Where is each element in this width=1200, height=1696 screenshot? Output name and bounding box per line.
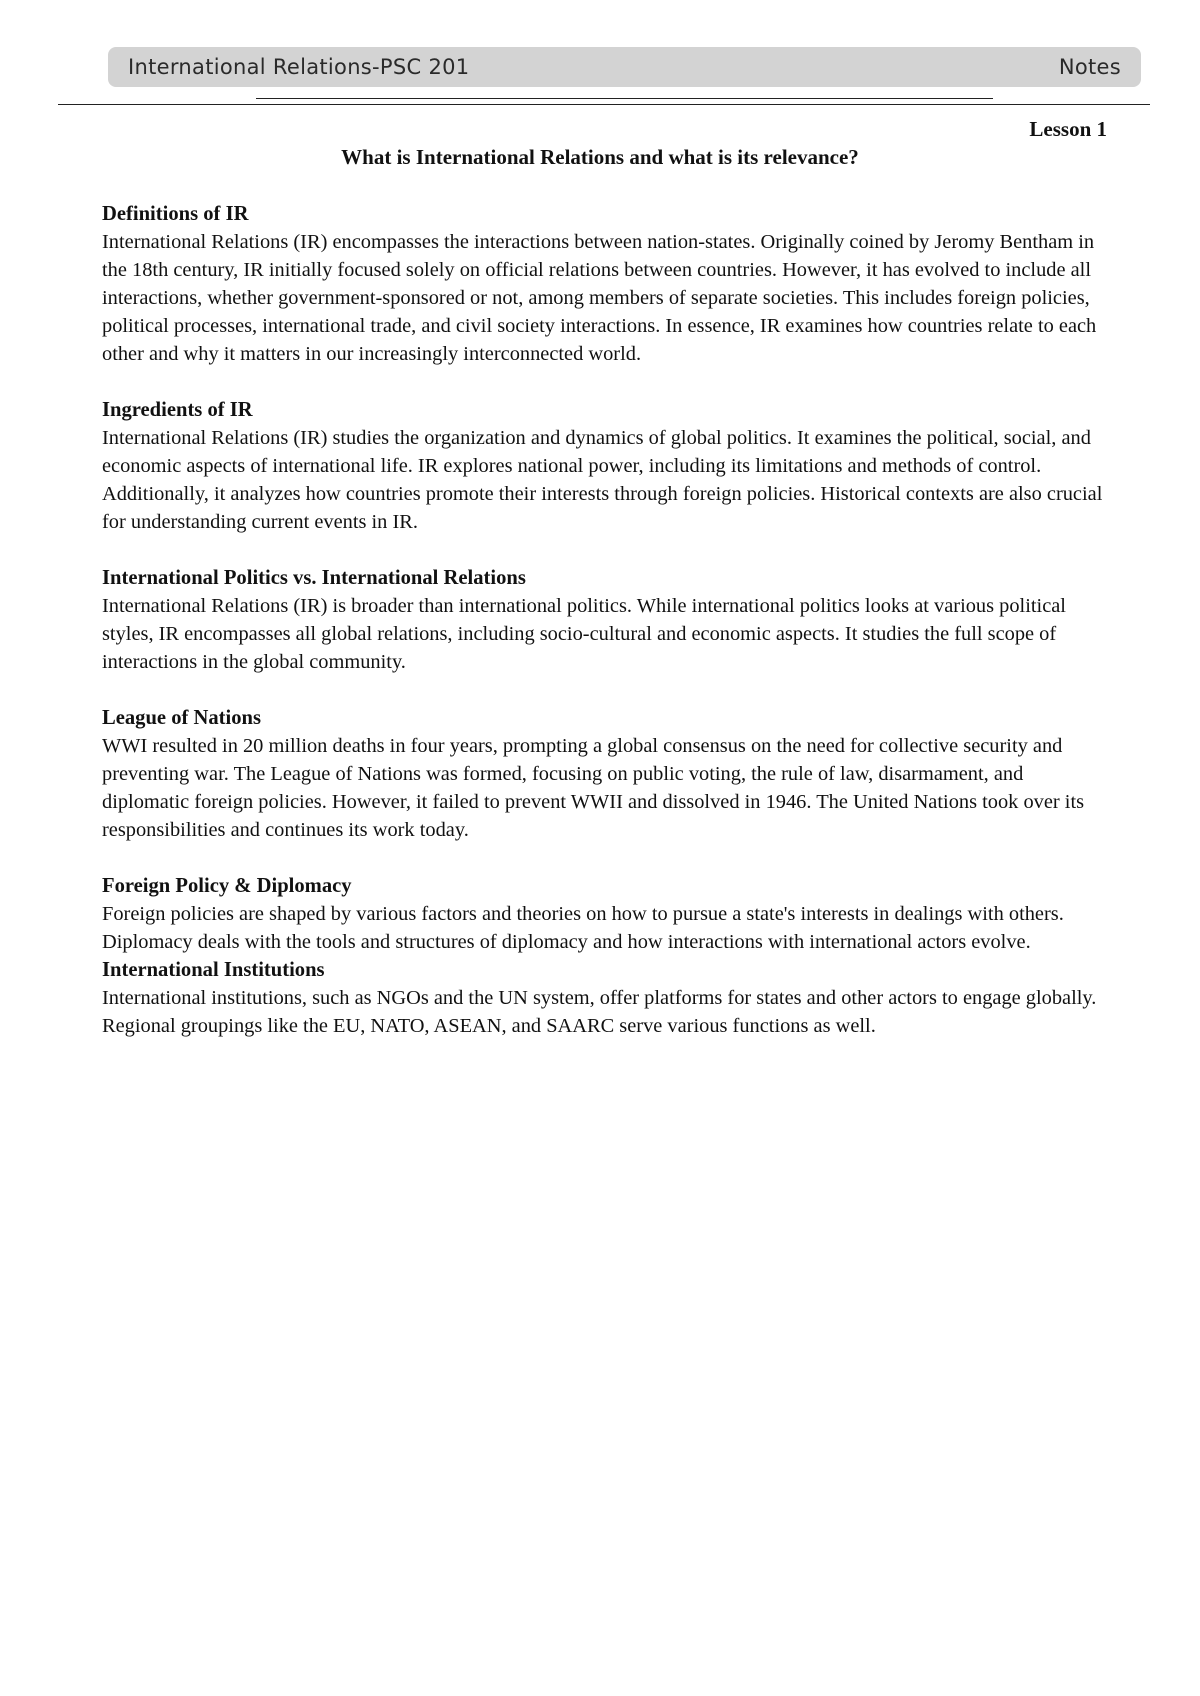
lesson-number: Lesson 1 xyxy=(1029,117,1107,141)
course-title: International Relations-PSC 201 xyxy=(128,55,470,79)
header-divider-short xyxy=(256,98,993,99)
section-definitions xyxy=(102,200,1112,368)
section-ingredients xyxy=(102,396,1112,536)
section-body: International Relations (IR) encompasses the interactions between nation-states. Originally coined by Jeromy Bentham in the 18th century, IR initially focused solely on official relations between countries. However, it has evolved to include all interactions, whether government-sponsored or not, among members of separate societies. This includes foreign policies, political processes, international trade, and civil society interactions. In essence, IR examines how countries relate to each other and why it matters in our increasingly interconnected world. xyxy=(102,231,1097,365)
section-league-of-nations xyxy=(102,704,1112,844)
section-body: Foreign policies are shaped by various factors and theories on how to pursue a state's interests in dealings with others. Diplomacy deals with the tools and structures of diplomacy and how interactions with international actors evolve. xyxy=(102,903,1064,953)
section-body: International Relations (IR) is broader than international politics. While international politics looks at various political styles, IR encompasses all global relations, including socio-cultural and economic aspects. It studies the full scope of interactions in the global community. xyxy=(102,595,1066,673)
section-body: WWI resulted in 20 million deaths in four years, prompting a global consensus on the need for collective security and preventing war. The League of Nations was formed, focusing on public voting, the rule of law, disarmament, and diplomatic foreign policies. However, it failed to prevent WWII and dissolved in 1946. The United Nations took over its responsibilities and continues its work today. xyxy=(102,735,1085,841)
page-header xyxy=(108,47,1141,87)
document-title: What is International Relations and what is its relevance? xyxy=(341,145,859,169)
header-notes-label: Notes xyxy=(1058,55,1121,79)
section-heading: Foreign Policy & Diplomacy xyxy=(102,875,352,897)
section-politics-vs-relations xyxy=(102,564,1112,676)
section-heading: Ingredients of IR xyxy=(102,399,253,421)
section-institutions xyxy=(102,956,1112,1040)
section-heading: International Politics vs. International Relations xyxy=(102,567,526,589)
section-foreign-policy xyxy=(102,872,1112,956)
section-body: International institutions, such as NGOs and the UN system, offer platforms for states and other actors to engage globally. Regional groupings like the EU, NATO, ASEAN, and SAARC serve various functions as well. xyxy=(102,987,1097,1037)
document-body xyxy=(102,200,1112,1040)
header-divider xyxy=(58,104,1150,105)
section-heading: International Institutions xyxy=(102,959,325,981)
section-body: International Relations (IR) studies the organization and dynamics of global politics. It examines the political, social, and economic aspects of international life. IR explores national power, including its limitations and methods of control. Additionally, it analyzes how countries promote their interests through foreign policies. Historical contexts are also crucial for understanding current events in IR. xyxy=(102,427,1103,533)
section-heading: Definitions of IR xyxy=(102,203,249,225)
section-heading: League of Nations xyxy=(102,707,262,729)
